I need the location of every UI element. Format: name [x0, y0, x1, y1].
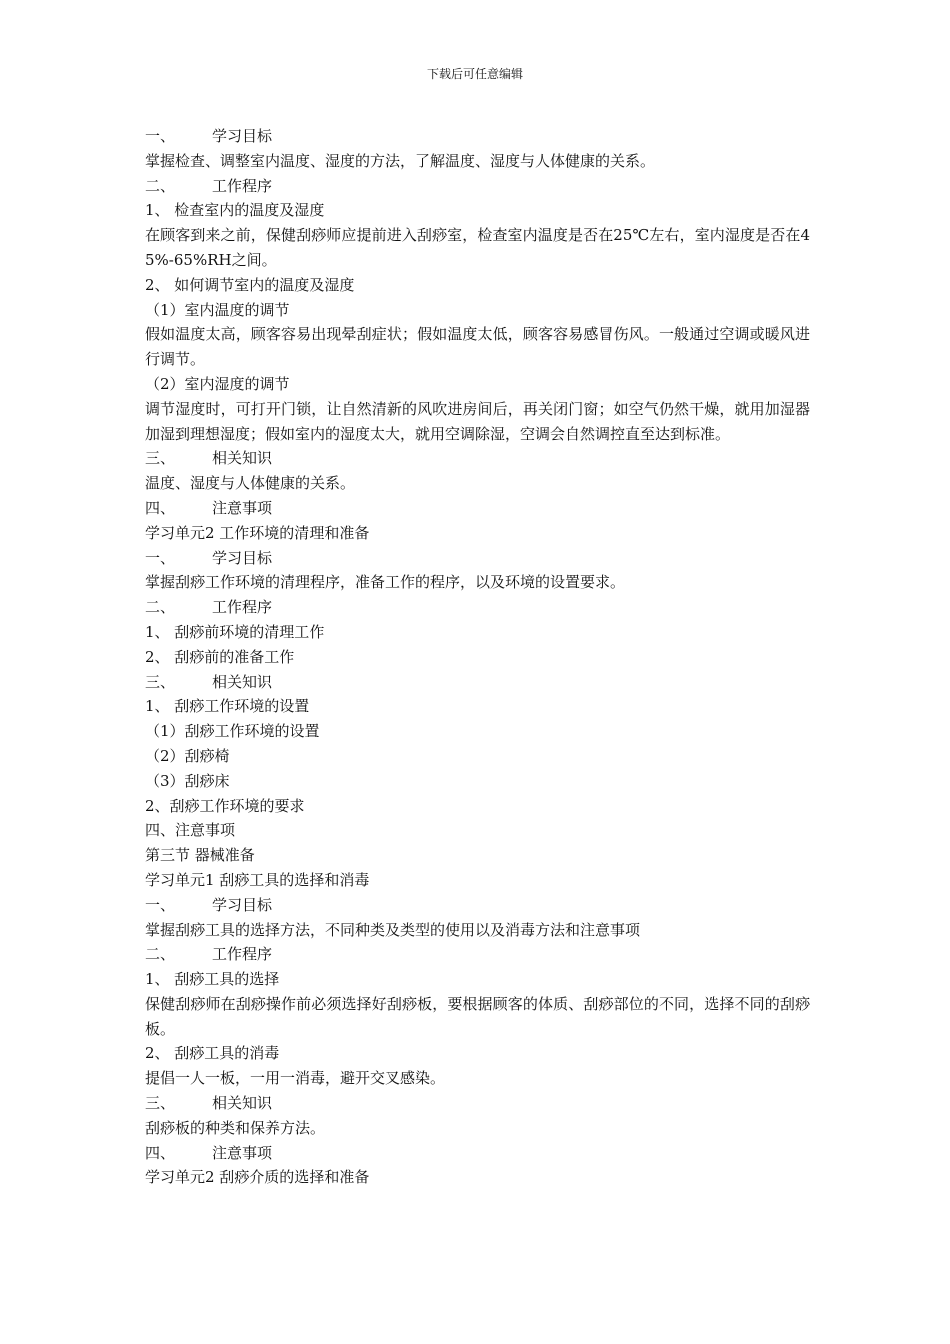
line-text: 提倡一人一板，一用一消毒，避开交叉感染。: [145, 1069, 446, 1088]
paragraph-line: [145, 670, 810, 695]
paragraph-line: [145, 397, 810, 447]
line-text: 工作程序: [212, 598, 273, 617]
line-text: 掌握刮痧工具的选择方法，不同种类及类型的使用以及消毒方法和注意事项: [145, 920, 641, 939]
line-text: 工作程序: [212, 176, 273, 195]
line-text: 学习单元2 刮痧介质的选择和准备: [145, 1168, 370, 1187]
line-text: 刮痧板的种类和保养方法。: [145, 1118, 326, 1137]
line-text: 第三节 器械准备: [145, 846, 255, 865]
line-text: 1、 刮痧工具的选择: [145, 970, 280, 989]
section-number: 三、: [145, 672, 176, 691]
paragraph-line: [145, 992, 810, 1042]
line-text: 注意事项: [212, 1143, 273, 1162]
section-number: 三、: [145, 449, 176, 468]
line-text: 调节湿度时，可打开门锁，让自然清新的风吹进房间后，再关闭门窗；如空气仍然干燥，就用加湿器加湿到理想湿度；假如室内的湿度太大，就用空调除湿，空调会自然调控直至达到标准。: [145, 399, 810, 443]
paragraph-line: [145, 794, 810, 819]
line-text: 四、注意事项: [145, 821, 236, 840]
paragraph-line: [145, 174, 810, 199]
line-text: 学习单元2 工作环境的清理和准备: [145, 523, 370, 542]
line-text: 在顾客到来之前，保健刮痧师应提前进入刮痧室，检查室内温度是否在25℃左右，室内湿度是否在45%-65%RH之间。: [145, 226, 810, 269]
line-text: （2）室内湿度的调节: [145, 374, 290, 393]
paragraph-line: [145, 868, 810, 893]
line-text: 2、 刮痧工具的消毒: [145, 1044, 280, 1063]
line-text: 学习目标: [212, 548, 273, 567]
line-text: 1、 检查室内的温度及湿度: [145, 201, 325, 220]
paragraph-line: [145, 372, 810, 397]
line-text: 2、 刮痧前的准备工作: [145, 647, 295, 666]
paragraph-line: [145, 1116, 810, 1141]
paragraph-line: [145, 496, 810, 521]
paragraph-line: [145, 1066, 810, 1091]
paragraph-line: [145, 818, 810, 843]
paragraph-line: [145, 223, 810, 273]
line-text: 2、刮痧工作环境的要求: [145, 796, 305, 815]
page-header: 下载后可任意编辑: [426, 67, 523, 81]
line-text: 相关知识: [212, 672, 273, 691]
line-text: （1）室内温度的调节: [145, 300, 290, 319]
paragraph-line: [145, 918, 810, 943]
line-text: 相关知识: [212, 1094, 273, 1113]
paragraph-line: [145, 521, 810, 546]
section-number: 一、: [145, 895, 176, 914]
paragraph-line: [145, 942, 810, 967]
line-text: 2、 如何调节室内的温度及湿度: [145, 275, 355, 294]
paragraph-line: [145, 124, 810, 149]
paragraph-line: [145, 645, 810, 670]
line-text: 温度、湿度与人体健康的关系。: [145, 474, 356, 493]
paragraph-line: [145, 1141, 810, 1166]
section-number: 一、: [145, 127, 176, 145]
section-number: 一、: [145, 548, 176, 567]
line-text: （1）刮痧工作环境的设置: [145, 722, 320, 741]
paragraph-line: [145, 149, 810, 174]
paragraph-line: [145, 198, 810, 223]
line-text: 学习目标: [212, 895, 273, 914]
line-text: 学习单元1 刮痧工具的选择和消毒: [145, 870, 370, 889]
line-text: 掌握刮痧工作环境的清理程序，准备工作的程序，以及环境的设置要求。: [145, 573, 626, 592]
line-text: 工作程序: [212, 945, 273, 964]
section-number: 三、: [145, 1094, 176, 1113]
line-text: 1、 刮痧前环境的清理工作: [145, 622, 325, 641]
paragraph-line: [145, 471, 810, 496]
section-number: 二、: [145, 945, 176, 964]
paragraph-line: [145, 546, 810, 571]
paragraph-line: [145, 595, 810, 620]
document-body: [145, 124, 810, 1190]
paragraph-line: [145, 893, 810, 918]
paragraph-line: [145, 570, 810, 595]
paragraph-line: [145, 719, 810, 744]
line-text: 相关知识: [212, 449, 273, 468]
paragraph-line: [145, 1091, 810, 1116]
line-text: （3）刮痧床: [145, 771, 230, 790]
section-number: 四、: [145, 498, 176, 517]
paragraph-line: [145, 744, 810, 769]
paragraph-line: [145, 694, 810, 719]
paragraph-line: [145, 446, 810, 471]
paragraph-line: [145, 1165, 810, 1190]
section-number: 四、: [145, 1143, 176, 1162]
paragraph-line: [145, 298, 810, 323]
paragraph-line: [145, 322, 810, 372]
line-text: 1、 刮痧工作环境的设置: [145, 697, 310, 716]
paragraph-line: [145, 843, 810, 868]
line-text: （2）刮痧椅: [145, 746, 230, 765]
section-number: 二、: [145, 598, 176, 617]
line-text: 保健刮痧师在刮痧操作前必须选择好刮痧板，要根据顾客的体质、刮痧部位的不同，选择不同的刮痧板。: [145, 994, 810, 1038]
paragraph-line: [145, 273, 810, 298]
section-number: 二、: [145, 176, 176, 195]
line-text: 掌握检查、调整室内温度、湿度的方法，了解温度、湿度与人体健康的关系。: [145, 151, 656, 170]
paragraph-line: [145, 967, 810, 992]
paragraph-line: [145, 1041, 810, 1066]
line-text: 学习目标: [212, 127, 273, 145]
paragraph-line: [145, 769, 810, 794]
line-text: 假如温度太高，顾客容易出现晕刮症状；假如温度太低，顾客容易感冒伤风。一般通过空调或暖风进行调节。: [145, 325, 810, 369]
line-text: 注意事项: [212, 498, 273, 517]
paragraph-line: [145, 620, 810, 645]
